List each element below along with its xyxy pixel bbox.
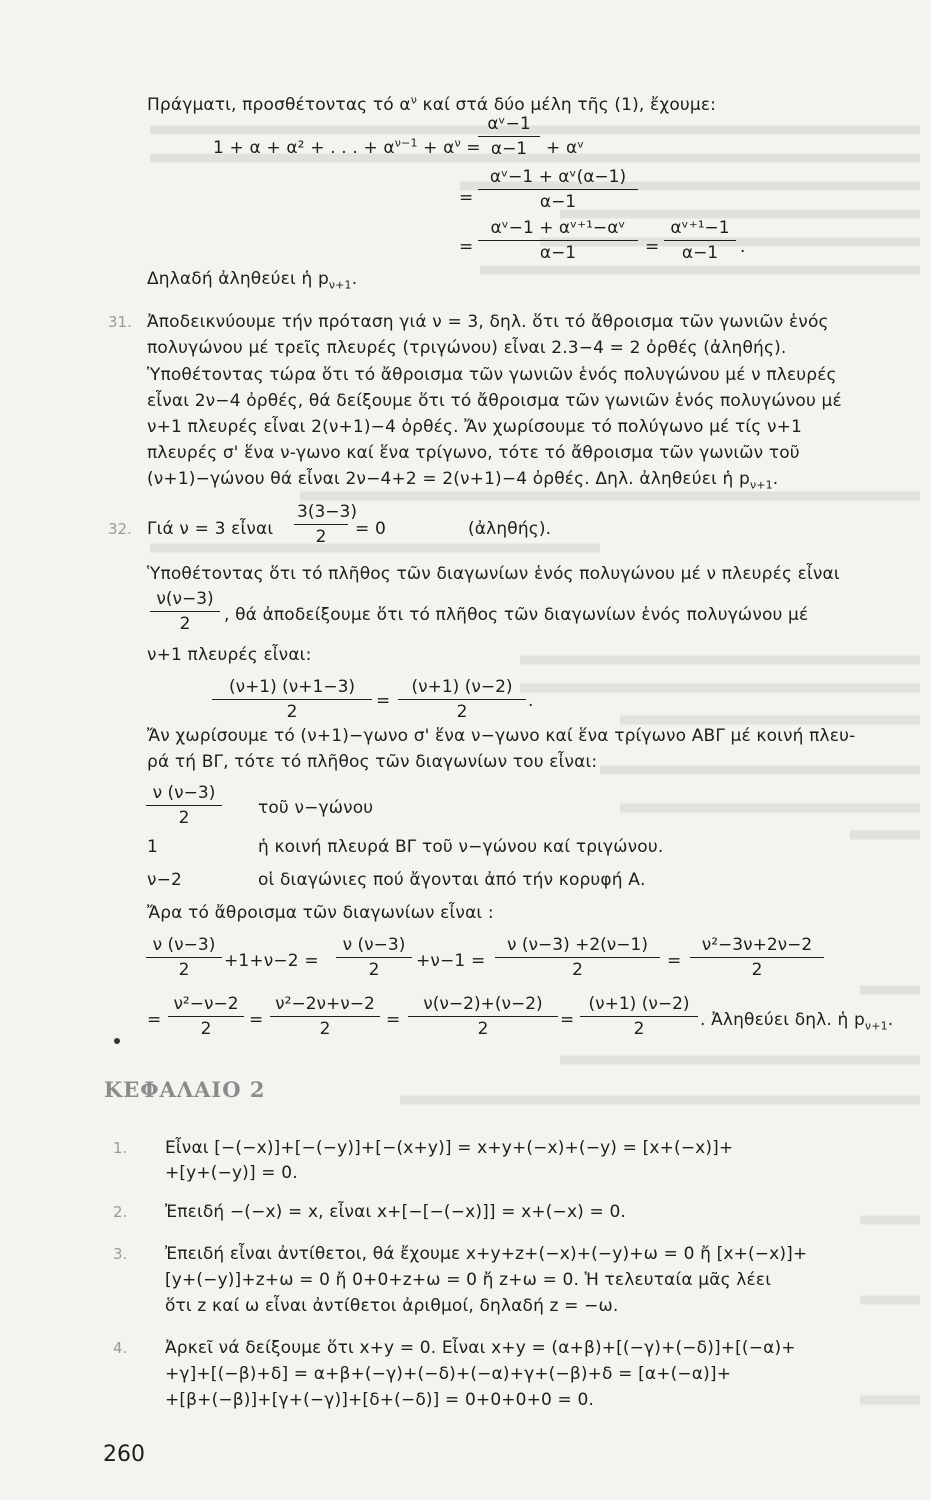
intro-line	[147, 94, 716, 116]
item-3-line-3: ὅτι z καί ω εἶναι ἀντίθετοι ἀριθμοί, δηλαδή z = −ω.	[165, 1296, 619, 1316]
p32-r2-den: 2	[319, 1019, 331, 1039]
p32-target-period: .	[528, 691, 534, 711]
p32-s1-num: ν (ν−3)	[146, 935, 222, 958]
eq1-f1-den: α−1	[490, 139, 528, 159]
p32-sum-frac-2	[336, 935, 412, 980]
p31-line-7-sub: ν+1	[749, 478, 773, 492]
page-number: 260	[103, 1442, 145, 1467]
p32-fraction-hyp	[150, 589, 220, 634]
p32-f3-den: 2	[286, 702, 298, 722]
p32-f2-num: ν(ν−3)	[150, 589, 220, 612]
p32-fraction-base	[294, 502, 357, 547]
p32-r3-num: ν(ν−2)+(ν−2)	[408, 994, 558, 1017]
item-2-line-1: Ἐπειδή −(−x) = x, εἶναι x+[−[−(−x)]] = x+(−x) = 0.	[165, 1202, 626, 1222]
eq1-f1-num: αᵛ−1	[478, 114, 540, 137]
p32-result-conclusion	[700, 1009, 893, 1031]
p32-f3-num: (ν+1) (ν+1−3)	[212, 677, 372, 700]
p32-s3-num: ν (ν−3) +2(ν−1)	[495, 935, 660, 958]
p32-result-text: . Ἀληθεύει δηλ. ἡ p	[700, 1010, 865, 1030]
p31-line-3: Ὑποθέτοντας τώρα ὅτι τό ἄθροισμα τῶν γωνιῶν ἑνός πολυγώνου μέ ν πλευρές	[147, 365, 837, 385]
eq1-f3-num: αᵛ−1 + αᵛ⁺¹−αᵛ	[478, 218, 638, 241]
problem-31-number: 31.	[108, 313, 132, 331]
p32-r1-tail: =	[249, 1010, 264, 1030]
p32-s1-den: 2	[178, 960, 190, 980]
item-2-number: 2.	[113, 1203, 128, 1221]
p32-result-frac-3	[408, 994, 558, 1039]
p32-f4-num: (ν+1) (ν−2)	[398, 677, 526, 700]
intro-text: Πράγματι, προσθέτοντας τό α	[147, 95, 411, 115]
eq1-f4-num: αᵛ⁺¹−1	[664, 218, 736, 241]
item-4-line-1: Ἀρκεῖ νά δείξουμε ὅτι x+y = 0. Εἶναι x+y = (α+β)+[(−γ)+(−δ)]+[(−α)+	[165, 1338, 796, 1358]
eq1-period: .	[740, 237, 746, 257]
item-1-number: 1.	[113, 1139, 128, 1157]
p31-line-7-text: (ν+1)−γώνου θά εἶναι 2ν−4+2 = 2(ν+1)−4 ὀρθές. Δηλ. ἀληθεύει ἡ p	[147, 469, 750, 489]
p31-line-7-tail: .	[772, 469, 779, 489]
p32-count-label: τοῦ ν−γώνου	[258, 798, 374, 818]
eq1-lhs	[213, 137, 481, 159]
eq1-lhs-tail-sup: ν	[454, 136, 461, 150]
p32-s2-tail: +ν−1 =	[416, 951, 486, 971]
eq1-f2-num: αᵛ−1 + αᵛ(α−1)	[478, 167, 638, 190]
item-1-line-2: +[y+(−y)] = 0.	[165, 1163, 298, 1183]
p32-result-end: .	[887, 1010, 894, 1030]
p32-fraction-target-2	[398, 677, 526, 722]
item-1-line-1: Εἶναι [−(−x)]+[−(−y)]+[−(x+y)] = x+y+(−x)+(−y) = [x+(−x)]+	[165, 1138, 734, 1158]
eq1-lhs-text: 1 + α + α² + . . . + α	[213, 138, 395, 158]
p32-result-frac-2	[270, 994, 380, 1039]
p32-item-1-label: ἡ κοινή πλευρά ΒΓ τοῦ ν−γώνου καί τριγώνου.	[258, 837, 664, 857]
p32-s2-num: ν (ν−3)	[336, 935, 412, 958]
p32-line-2: Ὑποθέτοντας ὅτι τό πλῆθος τῶν διαγωνίων ἑνός πολυγώνου μέ ν πλευρές εἶναι	[147, 564, 840, 584]
p32-base-case: Γιά ν = 3 εἶναι	[147, 519, 274, 539]
eq1-equals-2: =	[459, 188, 474, 208]
p32-s3-tail: =	[667, 951, 682, 971]
eq1-f2-den: α−1	[539, 192, 577, 212]
eq1-f4-den: α−1	[681, 243, 719, 263]
p32-r1-num: ν²−ν−2	[168, 994, 244, 1017]
p32-r1-den: 2	[200, 1019, 212, 1039]
item-3-number: 3.	[113, 1245, 128, 1263]
p32-r4-den: 2	[633, 1019, 645, 1039]
p32-s4-num: ν²−3ν+2ν−2	[690, 935, 824, 958]
p31-line-1: Ἀποδεικνύουμε τήν πρόταση γιά ν = 3, δηλ. ὅτι τό ἄθροισμα τῶν γωνιῶν ἑνός	[147, 312, 829, 332]
chapter-heading: ΚΕΦΑΛΑΙΟ 2	[104, 1077, 266, 1102]
p32-item-1-value: 1	[147, 837, 158, 857]
p32-r3-den: 2	[477, 1019, 489, 1039]
eq1-fraction-1	[478, 114, 540, 159]
p31-line-6: πλευρές σ' ἕνα ν-γωνο καί ἕνα τρίγωνο, τότε τό ἄθροισμα τῶν γωνιῶν τοῦ	[147, 443, 800, 463]
p32-f2-den: 2	[179, 614, 191, 634]
p32-r2-num: ν²−2ν+ν−2	[270, 994, 380, 1017]
p32-sum-intro: Ἄρα τό ἄθροισμα τῶν διαγωνίων εἶναι :	[147, 903, 494, 923]
p32-f-num: 3(3−3)	[294, 502, 348, 525]
p32-result-sub: ν+1	[864, 1019, 888, 1033]
p32-sum-frac-1	[146, 935, 222, 980]
eq1-lhs-sup: ν−1	[394, 136, 418, 150]
p32-target-equals: =	[376, 691, 391, 711]
p32-line-6: ρά τή ΒΓ, τότε τό πλῆθος τῶν διαγωνίων του εἶναι:	[147, 752, 598, 772]
p32-fraction-target-1	[212, 677, 372, 722]
eq1-equals-4: =	[645, 237, 660, 257]
item-3-line-2: [y+(−y)]+z+ω = 0 ἤ 0+0+z+ω = 0 ἤ z+ω = 0. Ἡ τελευταία μᾶς λέει	[165, 1270, 772, 1290]
p31-line-2: πολυγώνου μέ τρεῖς πλευρές (τριγώνου) εἶναι 2.3−4 = 2 ὀρθές (ἀληθής).	[147, 338, 787, 358]
p32-sum-frac-4	[690, 935, 824, 980]
p31-line-5: ν+1 πλευρές εἶναι 2(ν+1)−4 ὀρθές. Ἄν χωρίσουμε τό πολύγωνο μέ τίς ν+1	[147, 417, 802, 437]
p32-line-4: ν+1 πλευρές εἶναι:	[147, 645, 312, 665]
conclusion-1-text: Δηλαδή ἀληθεύει ἡ p	[147, 269, 329, 289]
item-4-number: 4.	[113, 1339, 128, 1357]
p31-line-4: εἶναι 2ν−4 ὀρθές, θά δείξουμε ὅτι τό ἄθροισμα τῶν γωνιῶν ἑνός πολυγώνου μέ	[147, 391, 842, 411]
p32-s3-den: 2	[572, 960, 583, 980]
p32-base-true: (ἀληθής).	[468, 519, 552, 539]
p32-s4-den: 2	[751, 960, 763, 980]
eq1-equals: =	[460, 138, 481, 158]
intro-text-end: καί στά δύο μέλη τῆς (1), ἔχουμε:	[417, 95, 717, 115]
eq1-fraction-4	[664, 218, 736, 263]
item-3-line-1: Ἐπειδή εἶναι ἀντίθετοι, θά ἔχουμε x+y+z+(−x)+(−y)+ω = 0 ἤ [x+(−x)]+	[165, 1244, 808, 1264]
p32-base-equals: = 0	[355, 519, 386, 539]
p32-r4-num: (ν+1) (ν−2)	[580, 994, 698, 1017]
item-4-line-3: +[β+(−β)]+[γ+(−γ)]+[δ+(−δ)] = 0+0+0+0 = 0.	[165, 1390, 595, 1410]
eq1-fraction-3	[478, 218, 638, 263]
intro-sup: ν	[410, 93, 417, 107]
p32-r3-tail: =	[560, 1010, 575, 1030]
eq1-fraction-2	[478, 167, 638, 212]
p32-s2-den: 2	[368, 960, 380, 980]
eq1-equals-3: =	[459, 237, 474, 257]
eq1-lhs-tail: + α	[417, 138, 455, 158]
eq1-plus-term: + αᵛ	[546, 138, 585, 158]
p32-s1-tail: +1+ν−2 =	[224, 951, 319, 971]
p32-item-2-label: οἱ διαγώνιες πού ἄγονται ἀπό τήν κορυφή Α.	[258, 870, 646, 890]
p31-line-7	[147, 468, 778, 490]
conclusion-1	[147, 268, 357, 290]
p32-sum-frac-3	[495, 935, 660, 980]
p32-line-3: , θά ἀποδείξουμε ὅτι τό πλῆθος τῶν διαγωνίων ἑνός πολυγώνου μέ	[224, 605, 809, 625]
p32-r-equals: =	[147, 1010, 162, 1030]
item-4-line-2: +γ]+[(−β)+δ] = α+β+(−γ)+(−δ)+(−α)+γ+(−β)+δ = [α+(−α)]+	[165, 1364, 732, 1384]
p32-f-den: 2	[315, 527, 327, 547]
eq1-f3-den: α−1	[539, 243, 577, 263]
p32-f5-num: ν (ν−3)	[146, 783, 222, 806]
problem-32-number: 32.	[108, 520, 132, 538]
p32-r2-tail: =	[386, 1010, 401, 1030]
p32-result-frac-4	[580, 994, 698, 1039]
p32-result-frac-1	[168, 994, 244, 1039]
conclusion-1-tail: .	[351, 269, 358, 289]
p32-item-2-value: ν−2	[147, 870, 183, 890]
p32-f4-den: 2	[456, 702, 468, 722]
conclusion-1-sub: ν+1	[328, 278, 352, 292]
margin-dot	[114, 1038, 120, 1044]
p32-line-5: Ἄν χωρίσουμε τό (ν+1)−γωνο σ' ἕνα ν−γωνο καί ἕνα τρίγωνο ΑΒΓ μέ κοινή πλευ-	[147, 726, 856, 746]
p32-fraction-count	[146, 783, 222, 828]
p32-f5-den: 2	[178, 808, 190, 828]
